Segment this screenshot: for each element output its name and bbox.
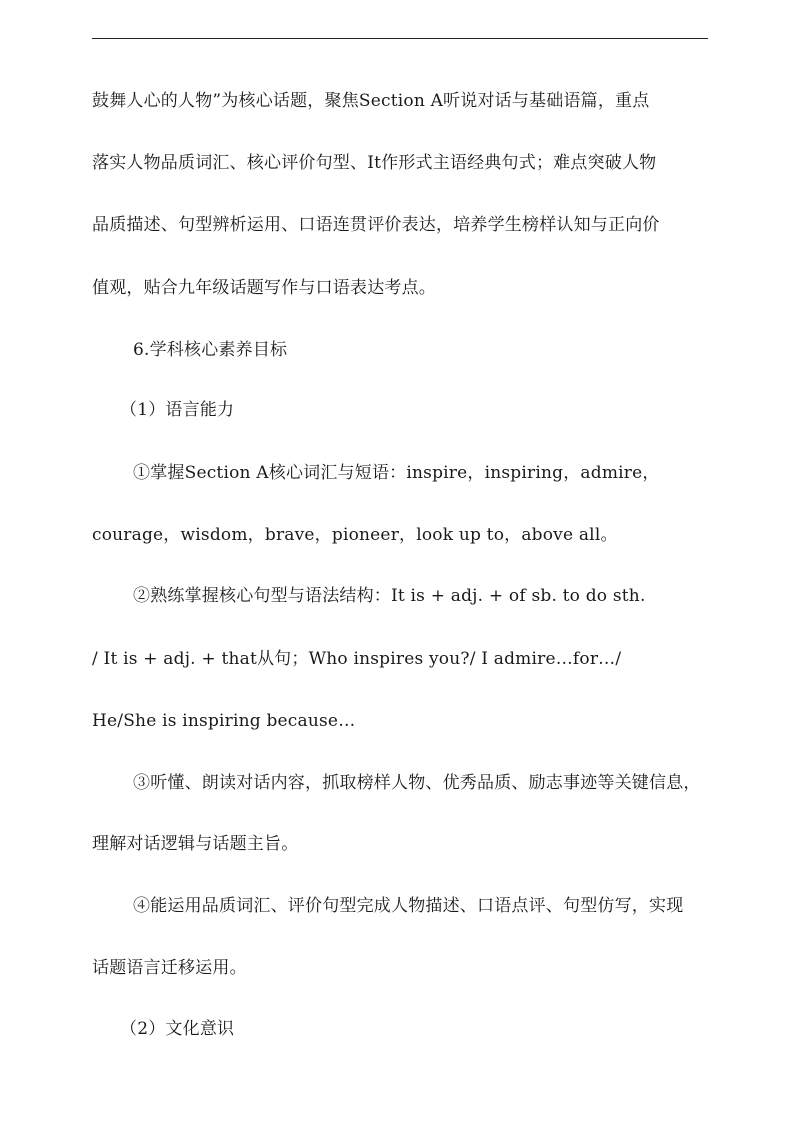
subsection-heading: （1）语言能力 — [120, 400, 235, 420]
subsection-heading: （2）文化意识 — [120, 1019, 235, 1039]
paragraph-line: 品质描述、句型辨析运用、口语连贯评价表达，培养学生榜样认知与正向价 — [92, 215, 660, 235]
paragraph-line: 值观，贴合九年级话题写作与口语表达考点。 — [92, 278, 436, 298]
paragraph-line: 落实人物品质词汇、核心评价句型、It作形式主语经典句式；难点突破人物 — [92, 153, 657, 173]
list-item: ④能运用品质词汇、评价句型完成人物描述、口语点评、句型仿写，实现 — [133, 896, 684, 916]
header-rule — [92, 38, 708, 39]
list-item: ①掌握Section A核心词汇与短语：inspire，inspiring，admire， — [133, 463, 660, 483]
list-item-continuation: courage，wisdom，brave，pioneer，look up to，above all。 — [92, 525, 618, 545]
list-item-continuation: / It is + adj. + that从句；Who inspires you?/ I admire…for…/ — [92, 649, 622, 669]
list-item-continuation: 理解对话逻辑与话题主旨。 — [92, 834, 299, 854]
list-item-continuation: 话题语言迁移运用。 — [92, 958, 247, 978]
list-item: ②熟练掌握核心句型与语法结构：It is + adj. + of sb. to do sth. — [133, 586, 646, 606]
list-item: ③听懂、朗读对话内容，抓取榜样人物、优秀品质、励志事迹等关键信息， — [133, 773, 701, 793]
section-heading: 6.学科核心素养目标 — [133, 340, 288, 360]
list-item-continuation: He/She is inspiring because… — [92, 711, 356, 731]
paragraph-line: 鼓舞人心的人物”为核心话题，聚焦Section A听说对话与基础语篇，重点 — [92, 91, 650, 111]
